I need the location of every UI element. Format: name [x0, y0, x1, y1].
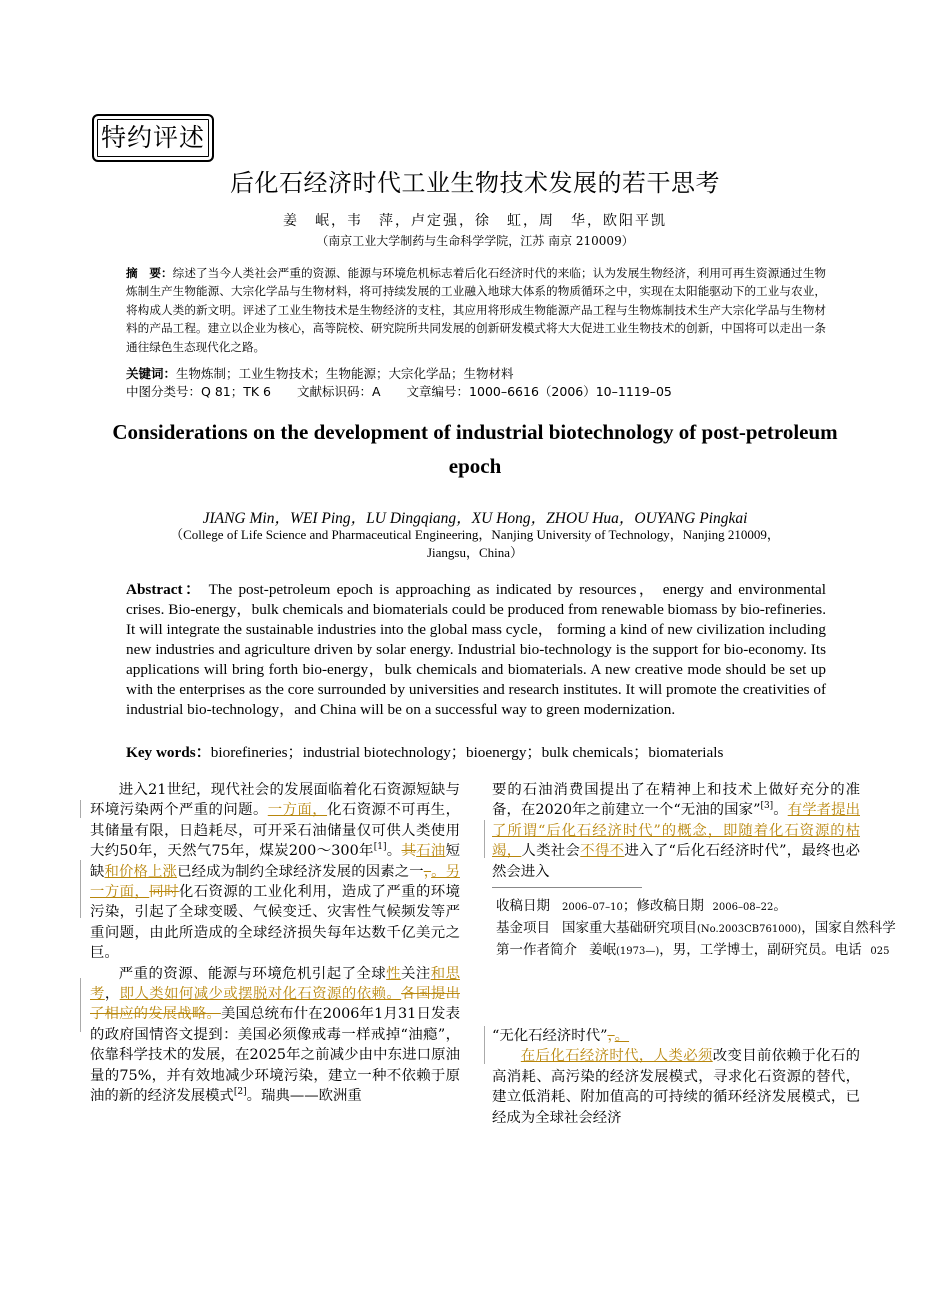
abstract-en-text: The post-petroleum epoch is approaching as indicated by resources， energy and environmental crises. Bio-energy，bulk chemicals and biomaterials could be produced from renewable biomass by bio-refineries. It will integrate the sustainable industries into the global mass cycle， forming a kind of new civilization including new industries and agriculture driven by solar energy. Industrial bio-technology is the support for bio-economy. Its applications will bring forth bio-energy，bulk chemicals and biomaterials. A new creative mode should be set up with the enterprises as the core surrounded by universities and research institutes. It will promote the creativities of industrial bio-technology，and China will be on a successful way to green modernization. [126, 581, 826, 718]
inserted-text: 在后化石经济时代，人类必须 [520, 1048, 713, 1065]
text-run: 关注 [401, 965, 431, 982]
text-run: 化石资源不可再生，其储量有限，日趋耗尽，可开采石油储量仅可供人类使用大约50年，天然气75年，煤炭200～300年 [90, 802, 460, 860]
text-run: 美国总统布什在2006年1月31日发表的政府国情咨文提到：美国必须像戒毒一样戒掉“油瘾”，依靠科学技术的发展，在2025年之前减少由中东进口原油量的75%，并有效地减少环境污染，建立一种不依赖于原油的新的经济发展模式 [90, 1006, 460, 1105]
change-bar [80, 860, 81, 918]
footnote-author [496, 940, 950, 962]
paragraph-2-continued [492, 780, 860, 882]
article-number: 文章编号：1000–6616（2006）10–1119–05 [406, 384, 672, 399]
authors-cn: 姜 岷，韦 萍，卢定强，徐 虹，周 华，欧阳平凯 [283, 213, 667, 229]
footnotes [496, 896, 950, 962]
inserted-text: 性 [386, 965, 401, 982]
text-run: 。 [773, 898, 787, 914]
fund-label: 基金项目 [496, 920, 550, 936]
author-name: 姜岷 [589, 942, 616, 958]
deleted-text: 同时 [149, 884, 179, 901]
deleted-text: 各国提出了相应的发展战略。 [90, 986, 460, 1023]
body-column-left [90, 780, 460, 1107]
author-years: (1973—) [616, 946, 660, 957]
change-bar [484, 820, 485, 858]
author-label: 第一作者简介 [496, 942, 577, 958]
paragraph-1 [90, 780, 460, 964]
deleted-text: ， [423, 863, 432, 880]
authors-en: JIANG Min，WEI Ping，LU Dingqiang，XU Hong，ZHOU Hua，OUYANG Pingkai [202, 510, 748, 527]
text-run: 。 [773, 802, 788, 819]
fund-number: (No.2003CB761000) [697, 924, 802, 935]
classification-cn [126, 382, 846, 400]
revised-date: 2006–08–22 [712, 902, 774, 913]
fund-text: ，国家自然科学 [801, 920, 896, 936]
paragraph-2-end [492, 1026, 860, 1046]
keywords-cn [126, 364, 846, 382]
text-run: 进入了“后化石经济时代”，最终也必然会进入 [492, 843, 860, 880]
revised-label: ；修改稿日期 [622, 898, 704, 914]
inserted-text: 。 [614, 1028, 630, 1044]
inserted-text: 和价格上涨 [104, 863, 178, 880]
text-run: 化石资源的工业化利用，造成了严重的环境污染，引起了全球变暖、气候变迁、灾害性气候频发等严重问题，由此所造成的全球经济损失每年达数千亿美元之巨。 [90, 884, 460, 962]
author-phone: 025 [870, 946, 890, 957]
footnote-fund [496, 918, 950, 940]
inserted-text: 一方面， [267, 802, 328, 819]
deleted-text: 其 [401, 843, 417, 860]
abstract-en [126, 580, 826, 720]
inserted-text: 石油 [416, 843, 446, 860]
fund-text: 国家重大基础研究项目 [562, 920, 697, 936]
citation-ref: [3] [760, 801, 774, 812]
inserted-text: 即人类如何减少或摆脱对化石资源的依赖。 [119, 986, 402, 1003]
inserted-text: 不得不 [580, 843, 625, 860]
column-badge: 特约评述 [92, 114, 214, 162]
text-run: 已经成为制约全球经济发展的因素之一 [177, 863, 424, 880]
text-run: ， [104, 986, 120, 1003]
footnote-rule [492, 887, 642, 888]
change-bar [80, 800, 81, 818]
keywords-cn-label: 关键词： [126, 366, 177, 381]
received-label: 收稿日期 [496, 898, 550, 914]
text-run: 。 [386, 843, 402, 860]
keywords-en [126, 741, 846, 762]
paragraph-3 [492, 1046, 860, 1128]
abstract-cn-text: 综述了当今人类社会严重的资源、能源与环境危机标志着后化石经济时代的来临；认为发展生物经济，利用可再生资源通过生物炼制生产生物能源、大宗化学品与生物材料，将可持续发展的工业融入地球大体系的物质循环之中，实现在太阳能驱动下的工业与农业，将构成人类的新文明。评述了工业生物技术是生物经济的支柱，其应用将形成生物能源产品工程与生物炼制技术生产大宗化学品与生物材料的产品工程。建立以企业为核心，高等院校、研究院所共同发展的创新研发模式将大大促进工业生物技术的创新，中国将可以走出一条通往绿色生态现代化之路。 [126, 266, 826, 354]
affiliation-en: （College of Life Science and Pharmaceutical Engineering，Nanjing University of Technology，Nanjing 210009，Jiangsu，China） [170, 527, 780, 560]
text-run: “无化石经济时代” [492, 1028, 608, 1044]
body-column-right-top [492, 780, 860, 882]
change-bar [484, 1026, 485, 1064]
abstract-cn-label: 摘 要： [126, 266, 173, 280]
inserted-text: 和思考 [90, 965, 460, 1003]
citation-ref: [1] [373, 842, 387, 853]
footnote-dates [496, 896, 950, 918]
inserted-text: 有学者提出了所谓“后化石经济时代”的概念，即随着化石资源的枯竭， [492, 802, 860, 860]
text-run: 进入21世纪，现代社会的发展面临着化石资源短缺与环境污染两个严重的问题。 [90, 782, 460, 819]
text-run: 短缺 [90, 843, 460, 880]
change-bar [80, 978, 81, 1032]
text-run: 。瑞典——欧洲重 [246, 1088, 362, 1105]
citation-ref: [2] [233, 1087, 247, 1098]
document-code: 文献标识码：A [296, 384, 381, 399]
affiliation-cn: （南京工业大学制药与生命科学学院，江苏 南京 210009） [316, 234, 634, 248]
title-cn: 后化石经济时代工业生物技术发展的若干思考 [230, 169, 720, 197]
text-run: 人类社会 [521, 843, 581, 860]
text-run: 要的石油消费国提出了在精神上和技术上做好充分的准备，在2020年之前建立一个“无油的国家” [492, 782, 860, 819]
deleted-text: ， [607, 1028, 615, 1044]
author-text: ，男，工学博士，副研究员。电话 [659, 942, 862, 958]
clc-number: 中图分类号：Q 81；TK 6 [126, 384, 271, 399]
keywords-en-text: biorefineries；industrial biotechnology；bioenergy；bulk chemicals；biomaterials [210, 744, 724, 761]
inserted-text: 。另一方面， [90, 863, 460, 901]
body-column-right-bottom [492, 1026, 860, 1128]
received-date: 2006–07–10 [562, 902, 623, 913]
abstract-en-label: Abstract： [126, 581, 203, 598]
keywords-en-label: Key words： [126, 744, 211, 761]
abstract-cn [126, 264, 826, 356]
text-run: 严重的资源、能源与环境危机引起了全球 [118, 965, 387, 982]
paragraph-2 [90, 964, 460, 1107]
text-run: 改变目前依赖于化石的高消耗、高污染的经济发展模式，寻求化石资源的替代，建立低消耗、附加值高的可持续的循环经济发展模式，已经成为全球社会经济 [492, 1048, 860, 1126]
keywords-cn-text: 生物炼制；工业生物技术；生物能源；大宗化学品；生物材料 [176, 366, 514, 381]
title-en: Considerations on the development of industrial biotechnology of post-petroleum epoch [112, 420, 838, 478]
